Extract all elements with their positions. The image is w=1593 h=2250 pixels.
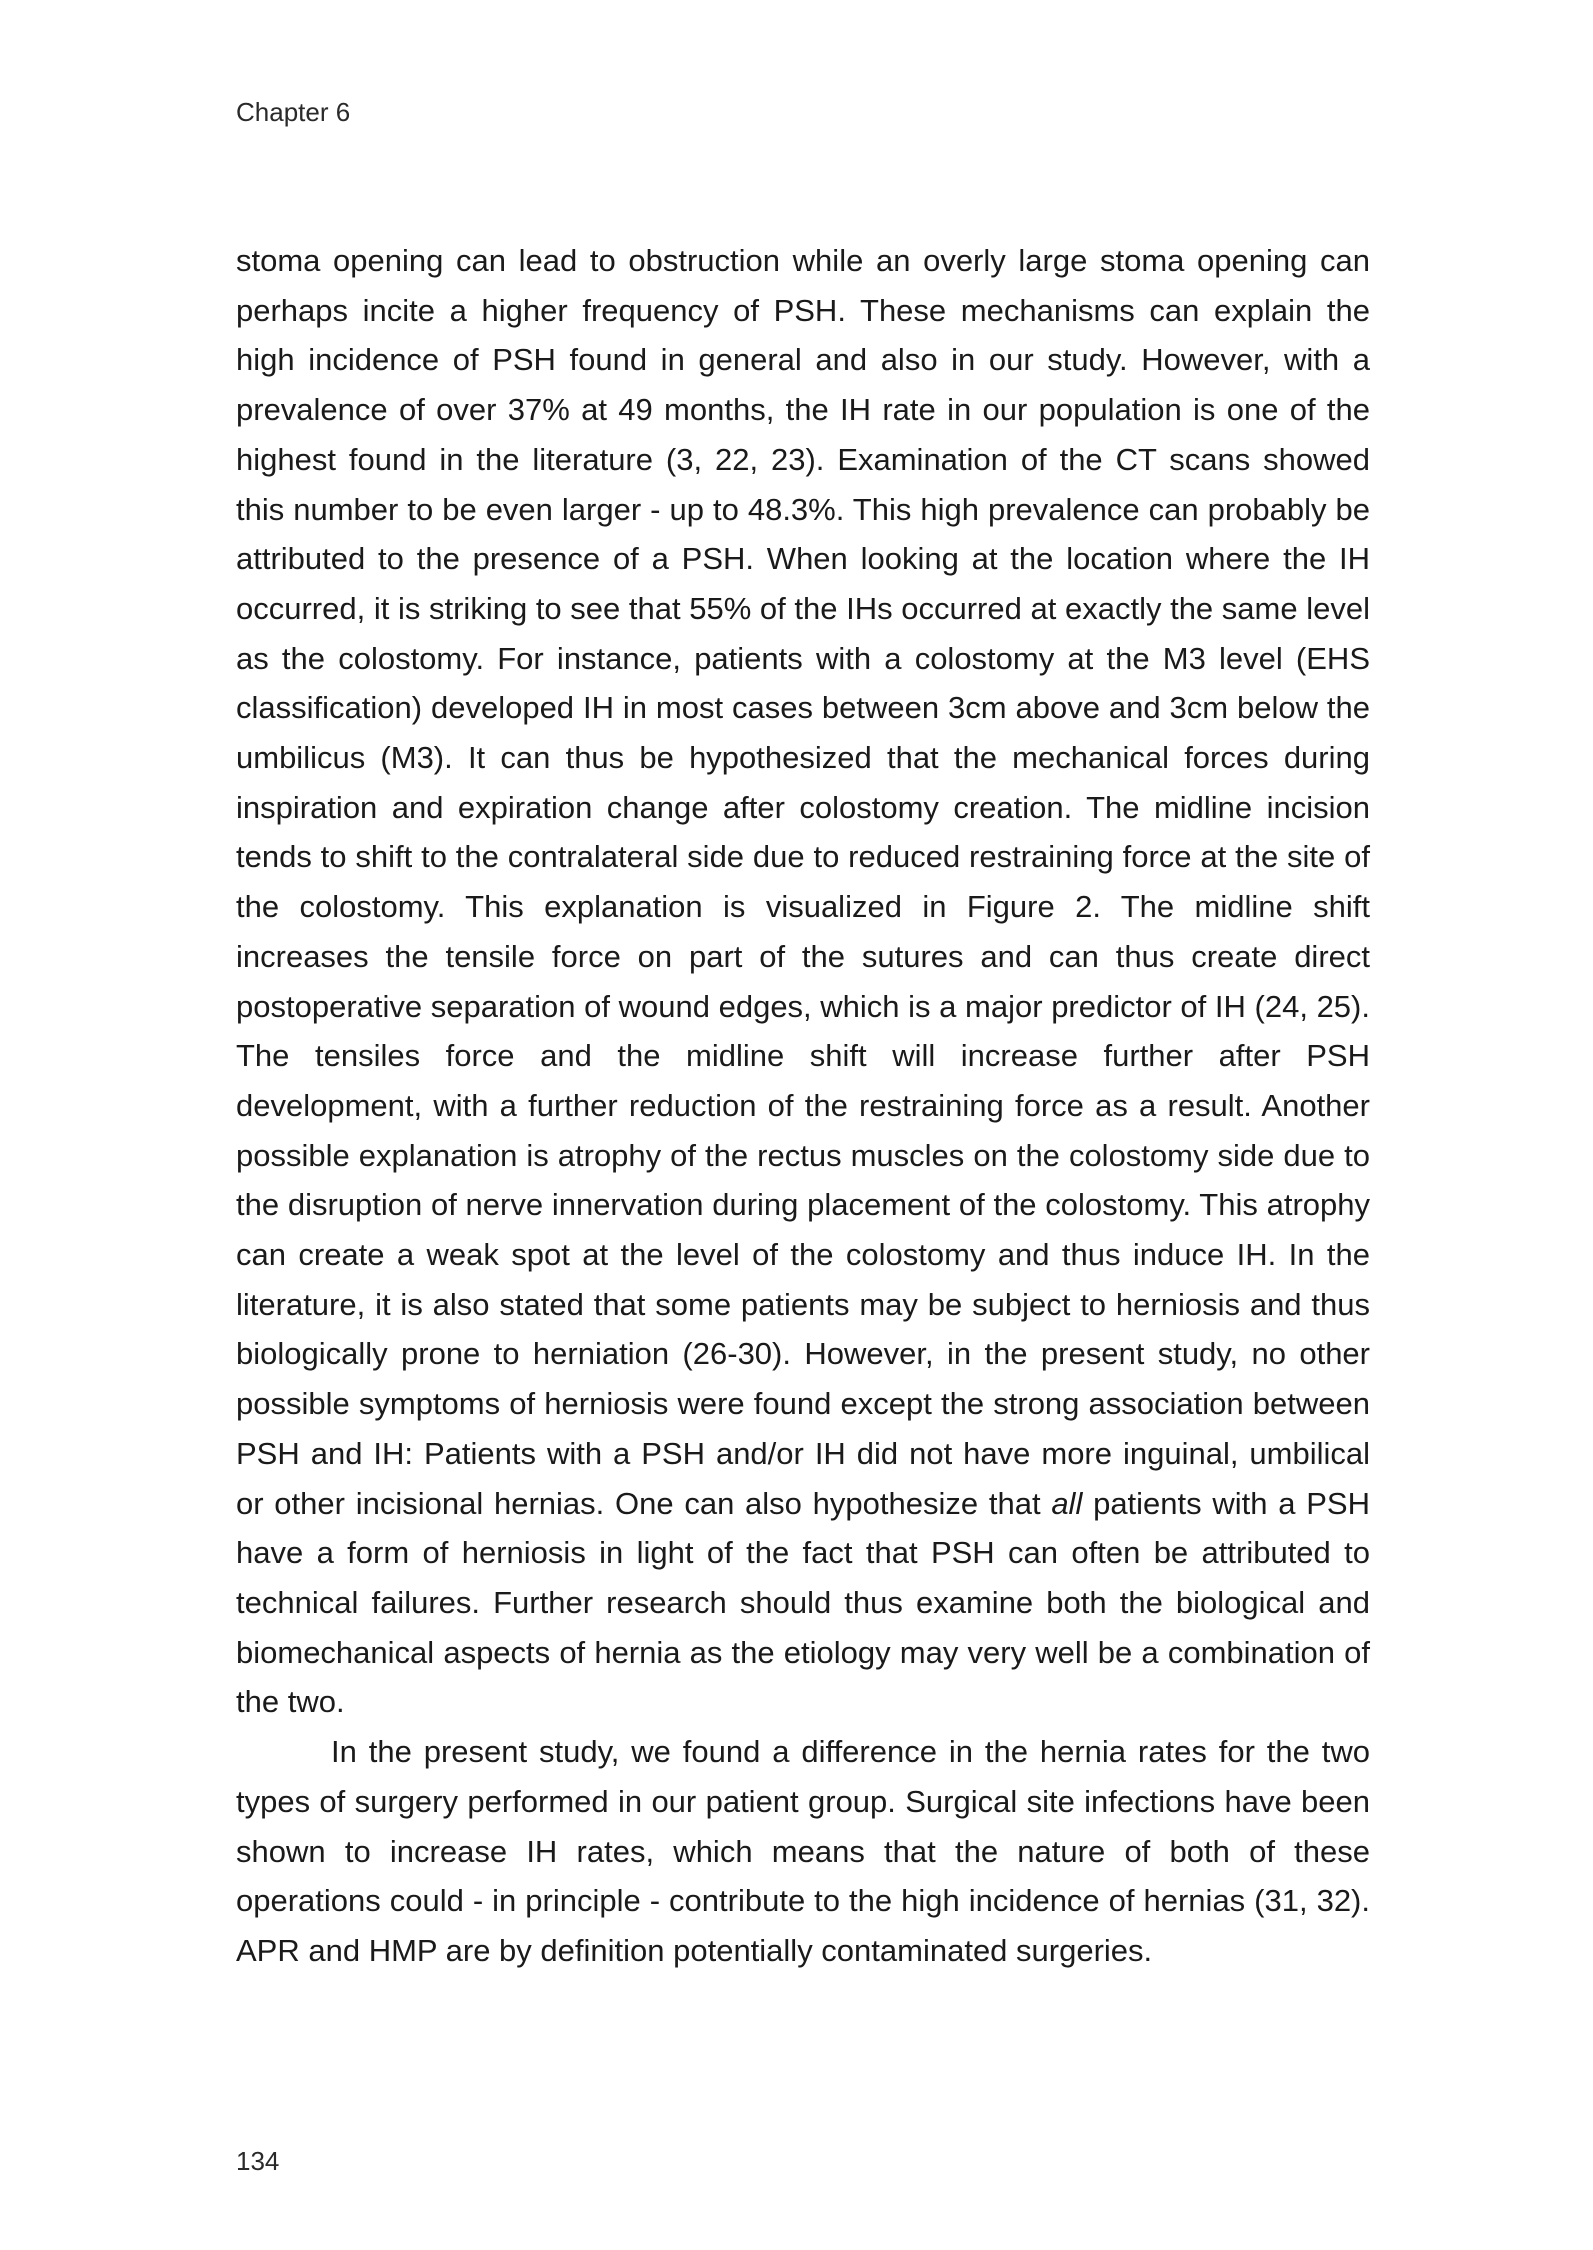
paragraph-1-text-b: patients with a PSH have a form of herniosis in light of the fact that PSH can often be attributed to technical failures. Further research should thus examine both the biological and biomechanical aspects of hernia as the etiology may very well be a combination of the two. — [236, 1485, 1370, 1720]
paragraph-1-text-a: stoma opening can lead to obstruction while an overly large stoma opening can perhaps incite a higher frequency of PSH. These mechanisms can explain the high incidence of PSH found in general and also in our study. However, with a prevalence of over 37% at 49 months, the IH rate in our population is one of the highest found in the literature (3, 22, 23). Examination of the CT scans showed this number to be even larger - up to 48.3%. This high prevalence can probably be attributed to the presence of a PSH. When looking at the location where the IH occurred, it is striking to see that 55% of the IHs occurred at exactly the same level as the colostomy. For instance, patients with a colostomy at the M3 level (EHS classification) developed IH in most cases between 3cm above and 3cm below the umbilicus (M3). It can thus be hypothesized that the mechanical forces during inspiration and expiration change after colostomy creation. The midline incision tends to shift to the contralateral side due to reduced restraining force at the site of the colostomy. This explanation is visualized in Figure 2. The midline shift increases the tensile force on part of the sutures and can thus create direct postoperative separation of wound edges, which is a major predictor of IH (24, 25). The tensiles force and the midline shift will increase further after PSH development, with a further reduction of the restraining force as a result. Another possible explanation is atrophy of the rectus muscles on the colostomy side due to the disruption of nerve innervation during placement of the colostomy. This atrophy can create a weak spot at the level of the colostomy and thus induce IH. In the literature, it is also stated that some patients may be subject to herniosis and thus biologically prone to herniation (26-30). However, in the present study, no other possible symptoms of herniosis were found except the strong association between PSH and IH: Patients with a PSH and/or IH did not have more inguinal, umbilical or other incisional hernias. One can also hypothesize that — [236, 243, 1370, 1521]
paragraph-1 — [236, 236, 1370, 1727]
running-head: Chapter 6 — [236, 97, 351, 127]
page-number: 134 — [236, 2146, 280, 2176]
paragraph-2: In the present study, we found a difference in the hernia rates for the two types of surgery performed in our patient group. Surgical site infections have been shown to increase IH rates, which means that the nature of both of these operations could - in principle - contribute to the high incidence of hernias (31, 32). APR and HMP are by definition potentially contaminated surgeries. — [236, 1734, 1370, 1968]
paragraph-1-italic-word: all — [1051, 1485, 1083, 1521]
body-text — [236, 236, 1370, 1976]
